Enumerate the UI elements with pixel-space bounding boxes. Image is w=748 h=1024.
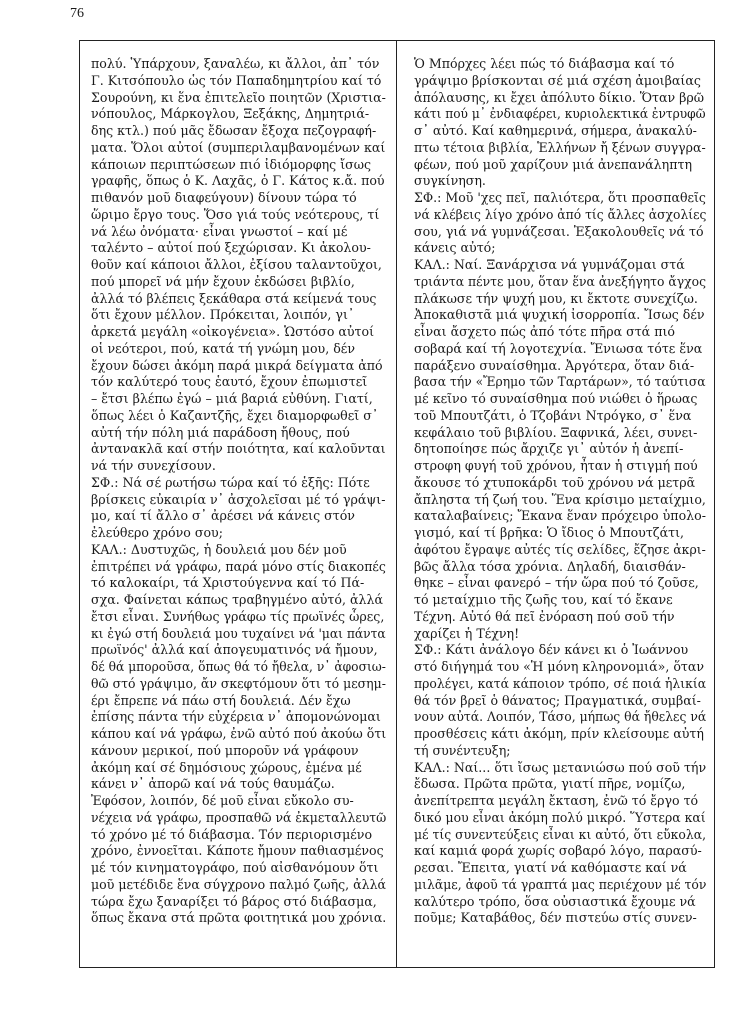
text-line: ἔτσι εἶναι. Συνήθως γράφω τίς πρωϊνές ὧρες,	[91, 608, 385, 624]
text-line: μέ τίς συνεντεύξεις εἶναι κι αὐτό, ὅτι εὔκολα,	[414, 826, 707, 842]
text-line: ρεσαι. Ἔπειτα, γιατί νά καθόμαστε καί νά	[414, 860, 687, 875]
text-line: ΚΑΛ.: Ναί... ὅτι ἴσως μετανιώσω πού σοῦ τήν	[414, 759, 707, 775]
text-line: σ᾽ αὐτό. Καί καθημερινά, σήμερα, ἀνακαλύ-	[414, 123, 697, 138]
text-line: σου, γιά νά γυμνάζεσαι. Ἐξακολουθεῖς νά τό	[414, 223, 704, 239]
text-line: νουν αὐτά. Λοιπόν, Τάσο, μήπως θά ἤθελες νά	[414, 709, 707, 725]
text-line: ἀντανακλᾶ καί στήν ποιότητα, καί καλοῦνται	[91, 441, 386, 457]
text-line: γραφῆς, ὅπως ὁ Κ. Λαχᾶς, ὁ Γ. Κάτος κ.ἄ. πού	[91, 173, 385, 189]
text-line: πολύ. Ὑπάρχουν, ξαναλέω, κι ἄλλοι, ἀπ᾽ τόν	[91, 56, 380, 71]
column-divider	[396, 40, 397, 968]
text-line: πρωϊνός' ἀλλά καί ἀπογευματινός νά ἤμουν,	[91, 642, 378, 658]
text-line: οἱ νεότεροι, πού, κατά τή γνώμη μου, δέν	[91, 340, 355, 356]
text-line: αὐτή τήν πόλη μιά παράδοση ἤθους, πού	[91, 424, 350, 440]
text-line: δικό μου εἶναι ἀκόμη πολύ μικρό. Ὕστερα καί	[414, 809, 706, 825]
text-line: φέων, πού μοῦ χαρίζουν μιά ἀνεπανάληπτη	[414, 156, 692, 172]
text-line: κι ἐγώ στή δουλειά μου τυχαίνει νά 'μαι πάντα	[91, 625, 386, 641]
text-line: ἔδωσα. Πρῶτα πρῶτα, γιατί πῆρε, νομίζω,	[414, 776, 686, 792]
text-line: ἐπιτρέπει νά γράφω, παρά μόνο στίς διακοπές	[91, 558, 386, 574]
text-line: βῶς ἄλλα τόσα χρόνια. Δηλαδή, διαισθάν-	[414, 558, 686, 574]
text-line: καταλαβαίνεις; Ἔκανα ἕναν πρόχειρο ὑπολο-	[414, 508, 706, 524]
text-line: καλύτερο τρόπο, ὅσα οὐσιαστικά ἔχουμε νά	[414, 893, 696, 909]
text-line: βρίσκεις εὐκαιρία ν᾽ ἀσχολεῖσαι μέ τό γράψι-	[91, 491, 386, 507]
text-line: πού μπορεῖ νά μήν ἔχουν ἐκδώσει βιβλίο,	[91, 273, 355, 289]
text-line: δέ θά μποροῦσα, ὅπως θά τό ἤθελα, ν᾽ ἀφοσιω-	[91, 659, 386, 674]
text-line: ΚΑΛ.: Δυστυχῶς, ἡ δουλειά μου δέν μοῦ	[91, 541, 347, 557]
text-line: ἀρκετά μεγάλη «οἰκογένεια». Ὡστόσο αὐτοί	[91, 324, 375, 339]
text-line: ὅπως ἔκανα στά πρῶτα φοιτητικά μου χρόνια.	[91, 910, 387, 926]
text-line: ΣΦ.: Νά σέ ρωτήσω τώρα καί τό ἑξῆς: Πότε	[91, 474, 370, 490]
right-column	[414, 56, 706, 927]
text-line: ποῦμε; Καταβάθος, δέν πιστεύω στίς συνεν-	[414, 910, 697, 926]
text-line: ΣΦ.: Μοῦ 'χες πεῖ, παλιότερα, ὅτι προσπαθεῖς	[414, 190, 706, 205]
text-line: τώρα ἔχω ξαναρίξει τό βάρος στό διάβασμα,	[91, 893, 377, 909]
text-line: γράψιμο βρίσκονται σέ μιά σχέση ἀμοιβαίας	[414, 72, 701, 88]
text-line: – ἔτσι βλέπω ἐγώ – μιά βαριά εὐθύνη. Γιατί,	[91, 391, 373, 406]
text-line: κάποιων περιπτώσεων πιό ἰδιόμορφης ἴσως	[91, 156, 372, 172]
text-line: Ὁ Μπόρχες λέει πώς τό διάβασμα καί τό	[414, 56, 675, 71]
page-number: 76	[70, 6, 84, 21]
text-line: χρόνο, ἐννοεῖται. Κάποτε ἤμουν παθιασμένος	[91, 843, 384, 859]
text-line: ὥριμο ἔργο τους. Ὅσο γιά τούς νεότερους, τί	[91, 206, 380, 222]
text-line: κάπου καί νά γράφω, ἐνῶ αὐτό πού ἀκούω ὅτι	[91, 726, 387, 741]
text-line: τριάντα πέντε μου, ὅταν ἕνα ἀνεξήγητο ἄγχος	[414, 273, 707, 289]
text-line: εἶναι ἄσχετο πώς ἀπό τότε πῆρα στά πιό	[414, 324, 675, 339]
text-line: χαρίζει ἡ Τέχνη!	[414, 625, 520, 641]
text-line: ἀφότου ἔγραψε αὐτές τίς σελίδες, ἔζησε ἀκρι-	[414, 541, 706, 557]
text-line: ἐλεύθερο χρόνο σου;	[91, 525, 223, 540]
text-line: νόπουλος, Μάρκογλου, Ξεξάκης, Δημητριά-	[91, 106, 370, 122]
text-line: ἐπίσης πάντα τήν εὐχέρεια ν᾽ ἀπομονώνομαι	[91, 709, 381, 725]
text-line: προλέγει, κατά κάποιον τρόπο, σέ ποιά ἡλικία	[414, 675, 707, 691]
text-line: ὅτι ἔχουν μέλλον. Πρόκειται, λοιπόν, γι᾽	[91, 307, 355, 323]
text-line: πτω τέτοια βιβλία, Ἑλλήνων ἤ ξένων συγγρα-	[414, 139, 706, 155]
text-line: τό καλοκαίρι, τά Χριστούγεννα καί τό Πά-	[91, 575, 365, 591]
text-line: ἀπόλαυσης, κι ἔχει ἀπόλυτο δίκιο. Ὅταν βρῶ	[414, 89, 705, 105]
text-line: νά τήν συνεχίσουν.	[91, 458, 216, 473]
text-line: νέχεια νά γράφω, προσπαθῶ νά ἐκμεταλλευτῶ	[91, 809, 387, 825]
text-line: κάτι πού μ᾽ ἐνδιαφέρει, κυριολεκτικά ἐντρυφῶ	[414, 106, 706, 122]
text-line: ἀκόμη καί σέ δημόσιους χώρους, ἐμένα μέ	[91, 759, 362, 775]
text-line: μο, καί τί ἄλλο σ᾽ ἀρέσει νά κάνεις στόν	[91, 508, 355, 524]
text-line: ὅπως λέει ὁ Καζαντζῆς, ἔχει διαμορφωθεῖ σ᾽	[91, 407, 379, 423]
text-line: ΣΦ.: Κάτι ἀνάλογο δέν κάνει κι ὁ Ἰωάννου	[414, 642, 689, 658]
text-line: μέ τόν κινηματογράφο, πού αἰσθανόμουν ὅτι	[91, 860, 379, 875]
text-line: ματα. Ὅλοι αὐτοί (συμπεριλαμβανομένων καί	[91, 139, 386, 155]
text-line: τόν καλύτερό τους ἑαυτό, ἔχουν ἐπωμιστεῖ	[91, 374, 368, 390]
text-line: νά κλέβεις λίγο χρόνο ἀπό τίς ἄλλες ἀσχολίες	[414, 206, 707, 222]
text-line: σχα. Φαίνεται κάπως τραβηγμένο αὐτό, ἀλλά	[91, 592, 383, 607]
text-line: θηκε – εἶναι φανερό – τήν ὥρα πού τό ζοῦσε,	[414, 575, 699, 591]
text-line: ΚΑΛ.: Ναί. Ξανάρχισα νά γυμνάζομαι στά	[414, 257, 685, 272]
text-line: κάνει ν᾽ ἀπορῶ καί νά τούς θαυμάζω.	[91, 776, 335, 792]
text-line: ἀλλά τό βλέπεις ξεκάθαρα στά κείμενά τους	[91, 290, 377, 306]
text-line: κάνεις αὐτό;	[414, 240, 496, 256]
text-line: καί καμιά φορά χωρίς σοβαρό λόγο, παρασύ-	[414, 843, 702, 859]
text-line: Ἐφόσον, λοιπόν, δέ μοῦ εἶναι εὔκολο συ-	[91, 793, 354, 808]
text-line: τό χρόνο μέ τό διάβασμα. Τόν περιορισμένο	[91, 826, 373, 842]
text-line: τή συνέντευξη;	[414, 742, 511, 758]
text-line: πιθανόν μοῦ διαφεύγουν) δίνουν τώρα τό	[91, 190, 357, 205]
text-line: κάνουν μερικοί, πού μποροῦν νά γράφουν	[91, 742, 359, 758]
text-line: ἄπληστα τή ζωή του. Ἕνα κρίσιμο μεταίχμιο,	[414, 491, 706, 507]
text-line: παράξενο συναίσθημα. Ἀργότερα, ὅταν διά-	[414, 357, 695, 373]
text-line: ἔχουν δώσει ἀκόμη παρά μικρά δείγματα ἀπό	[91, 357, 383, 373]
text-line: Σουρούνη, κι ἕνα ἐπιτελεῖο ποιητῶν (Χριστια-	[91, 89, 386, 105]
text-line: νά λέω ὀνόματα· εἶναι γνωστοί – καί μέ	[91, 223, 348, 239]
text-line: πλάκωσε τήν ψυχή μου, κι ἔκτοτε συνεχίζω.	[414, 290, 698, 306]
text-line: γισμό, καί τί βρῆκα: Ὁ ἴδιος ὁ Μπουτζάτι,	[414, 525, 685, 540]
text-line: κεφάλαιο τοῦ βιβλίου. Ξαφνικά, λέει, συνει-	[414, 424, 698, 440]
text-line: βασα τήν «Ἔρημο τῶν Ταρτάρων», τό ταύτισα	[414, 374, 706, 390]
text-line: δης κτλ.) πού μᾶς ἔδωσαν ἔξοχα πεζογραφή-	[91, 123, 377, 138]
text-line: δητοποίησε πώς ἄρχιζε γι᾽ αὐτόν ἡ ἀνεπί-	[414, 441, 684, 457]
text-line: Τέχνη. Αὐτό θά πεῖ ἐνόραση πού σοῦ τήν	[414, 608, 675, 624]
text-line: τό μεταίχμιο τῆς ζωῆς του, καί τό ἔκανε	[414, 592, 673, 607]
text-line: συγκίνηση.	[414, 173, 486, 189]
left-column	[91, 56, 386, 927]
text-line: μέ κεῖνο τό συναίσθημα πού νιώθει ὁ ἥρωας	[414, 391, 698, 406]
text-line: σοβαρά καί τή λογοτεχνία. Ἔνιωσα τότε ἕνα	[414, 340, 703, 356]
text-line: ἄκουσε τό χτυποκάρδι τοῦ χρόνου νά μετρᾶ	[414, 474, 696, 490]
text-line: έρι ἔπρεπε νά πάω στή δουλειά. Δέν ἔχω	[91, 692, 351, 708]
text-line: μιλᾶμε, ἀφοῦ τά γραπτά μας περιέχουν μέ τόν	[414, 876, 707, 892]
text-line: ταλέντο – αὐτοί πού ξεχώρισαν. Κι ἀκολου-	[91, 240, 371, 256]
text-line: Ἀποκαθιστᾶ μιά ψυχική ἰσορροπία. Ἴσως δέν	[414, 307, 705, 323]
text-line: στό διήγημά του «Ἡ μόνη κληρονομιά», ὅταν	[414, 659, 705, 674]
text-line: θοῦν καί κάποιοι ἄλλοι, ἐξίσου ταλαντοῦχοι,	[91, 257, 382, 272]
text-line: ἀνεπίτρεπτα μεγάλη ἔκταση, ἐνῶ τό ἔργο τό	[414, 793, 699, 808]
text-line: θῶ στό γράψιμο, ἄν σκεφτόμουν ὅτι τό μεσημ-	[91, 675, 386, 691]
text-line: μοῦ μετέδιδε ἕνα σύγχρονο παλμό ζωῆς, ἀλλά	[91, 876, 387, 892]
text-line: Γ. Κιτσόπουλο ὡς τόν Παπαδημητρίου καί τό	[91, 72, 382, 88]
text-line: στροφη φυγή τοῦ χρόνου, ἦταν ἡ στιγμή πού	[414, 458, 698, 473]
text-line: θά τόν βρεῖ ὁ θάνατος; Πραγματικά, συμβαί-	[414, 692, 701, 708]
text-line: προσθέσεις κάτι ἀκόμη, πρίν κλείσουμε αὐτή	[414, 726, 704, 741]
text-line: τοῦ Μπουτζάτι, ὁ Τζοβάνι Ντρόγκο, σ᾽ ἕνα	[414, 407, 692, 423]
